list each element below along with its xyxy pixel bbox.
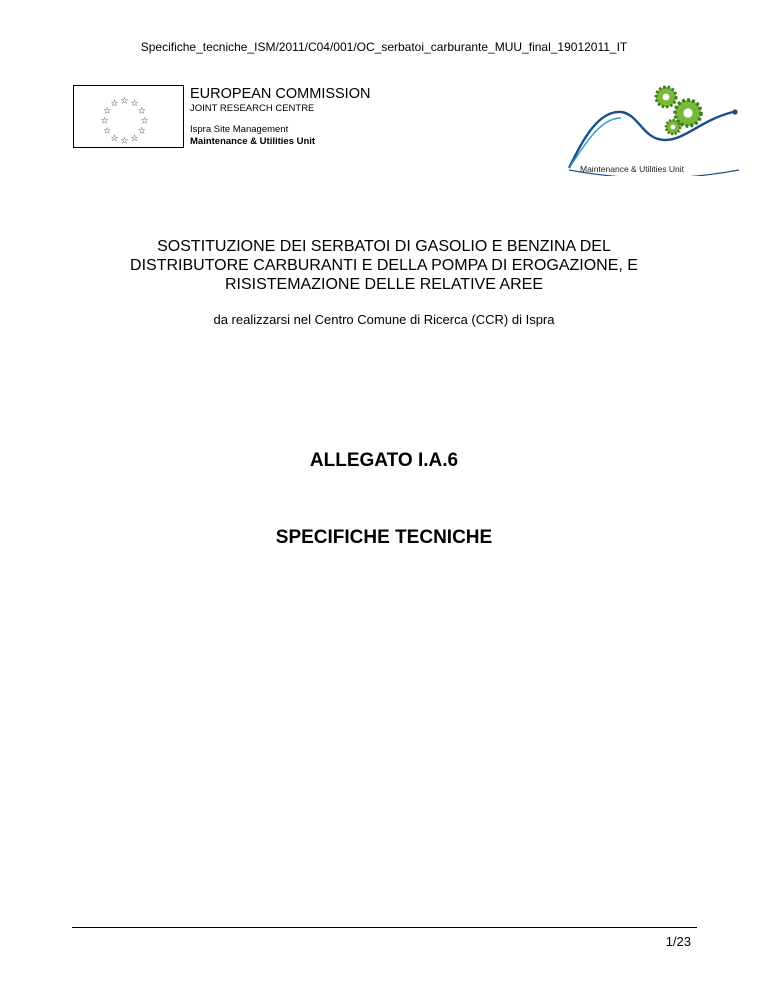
eu-flag-logo	[73, 85, 184, 148]
gear-icon-large	[675, 100, 701, 126]
organization-name: EUROPEAN COMMISSION	[190, 86, 371, 102]
logo-caption: Maintenance & Utilities Unit	[580, 164, 684, 174]
gear-icon	[656, 87, 676, 107]
project-title	[60, 237, 708, 294]
maintenance-unit-logo	[563, 82, 745, 176]
organization-centre: JOINT RESEARCH CENTRE	[190, 103, 315, 114]
eu-stars-icon	[74, 86, 183, 147]
gear-icon-small	[666, 120, 680, 134]
svg-text:☆: ☆	[100, 116, 109, 127]
organization-unit: Maintenance & Utilities Unit	[190, 136, 316, 147]
svg-text:☆: ☆	[110, 99, 119, 110]
svg-text:☆: ☆	[130, 99, 139, 110]
organization-block	[190, 86, 370, 147]
page-number: 1/23	[665, 934, 691, 949]
svg-text:☆: ☆	[110, 133, 119, 144]
document-reference: Specifiche_tecniche_ISM/2011/C04/001/OC_serbatoi_carburante_MUU_final_19012011_IT	[140, 40, 628, 54]
svg-text:☆: ☆	[103, 126, 112, 137]
footer-divider	[72, 927, 697, 928]
svg-text:☆: ☆	[120, 136, 129, 147]
project-subtitle: da realizzarsi nel Centro Comune di Ricerca (CCR) di Ispra	[213, 312, 555, 327]
annex-label: ALLEGATO I.A.6	[309, 450, 459, 471]
annex-heading: SPECIFICHE TECNICHE	[275, 527, 493, 548]
svg-text:☆: ☆	[137, 106, 146, 117]
svg-text:☆: ☆	[103, 106, 112, 117]
svg-text:☆: ☆	[130, 133, 139, 144]
project-title-line-2: DISTRIBUTORE CARBURANTI E DELLA POMPA DI EROGAZIONE, E	[130, 257, 638, 274]
logo-swoosh	[569, 112, 733, 168]
project-title-line-3: RISISTEMAZIONE DELLE RELATIVE AREE	[224, 276, 543, 293]
project-title-line-1: SOSTITUZIONE DEI SERBATOI DI GASOLIO E BENZINA DEL	[157, 238, 611, 255]
svg-text:☆: ☆	[140, 116, 149, 127]
svg-text:☆: ☆	[120, 96, 129, 107]
logo-arrow-tip	[732, 109, 737, 114]
organization-site: Ispra Site Management	[190, 124, 289, 135]
svg-text:☆: ☆	[137, 126, 146, 137]
